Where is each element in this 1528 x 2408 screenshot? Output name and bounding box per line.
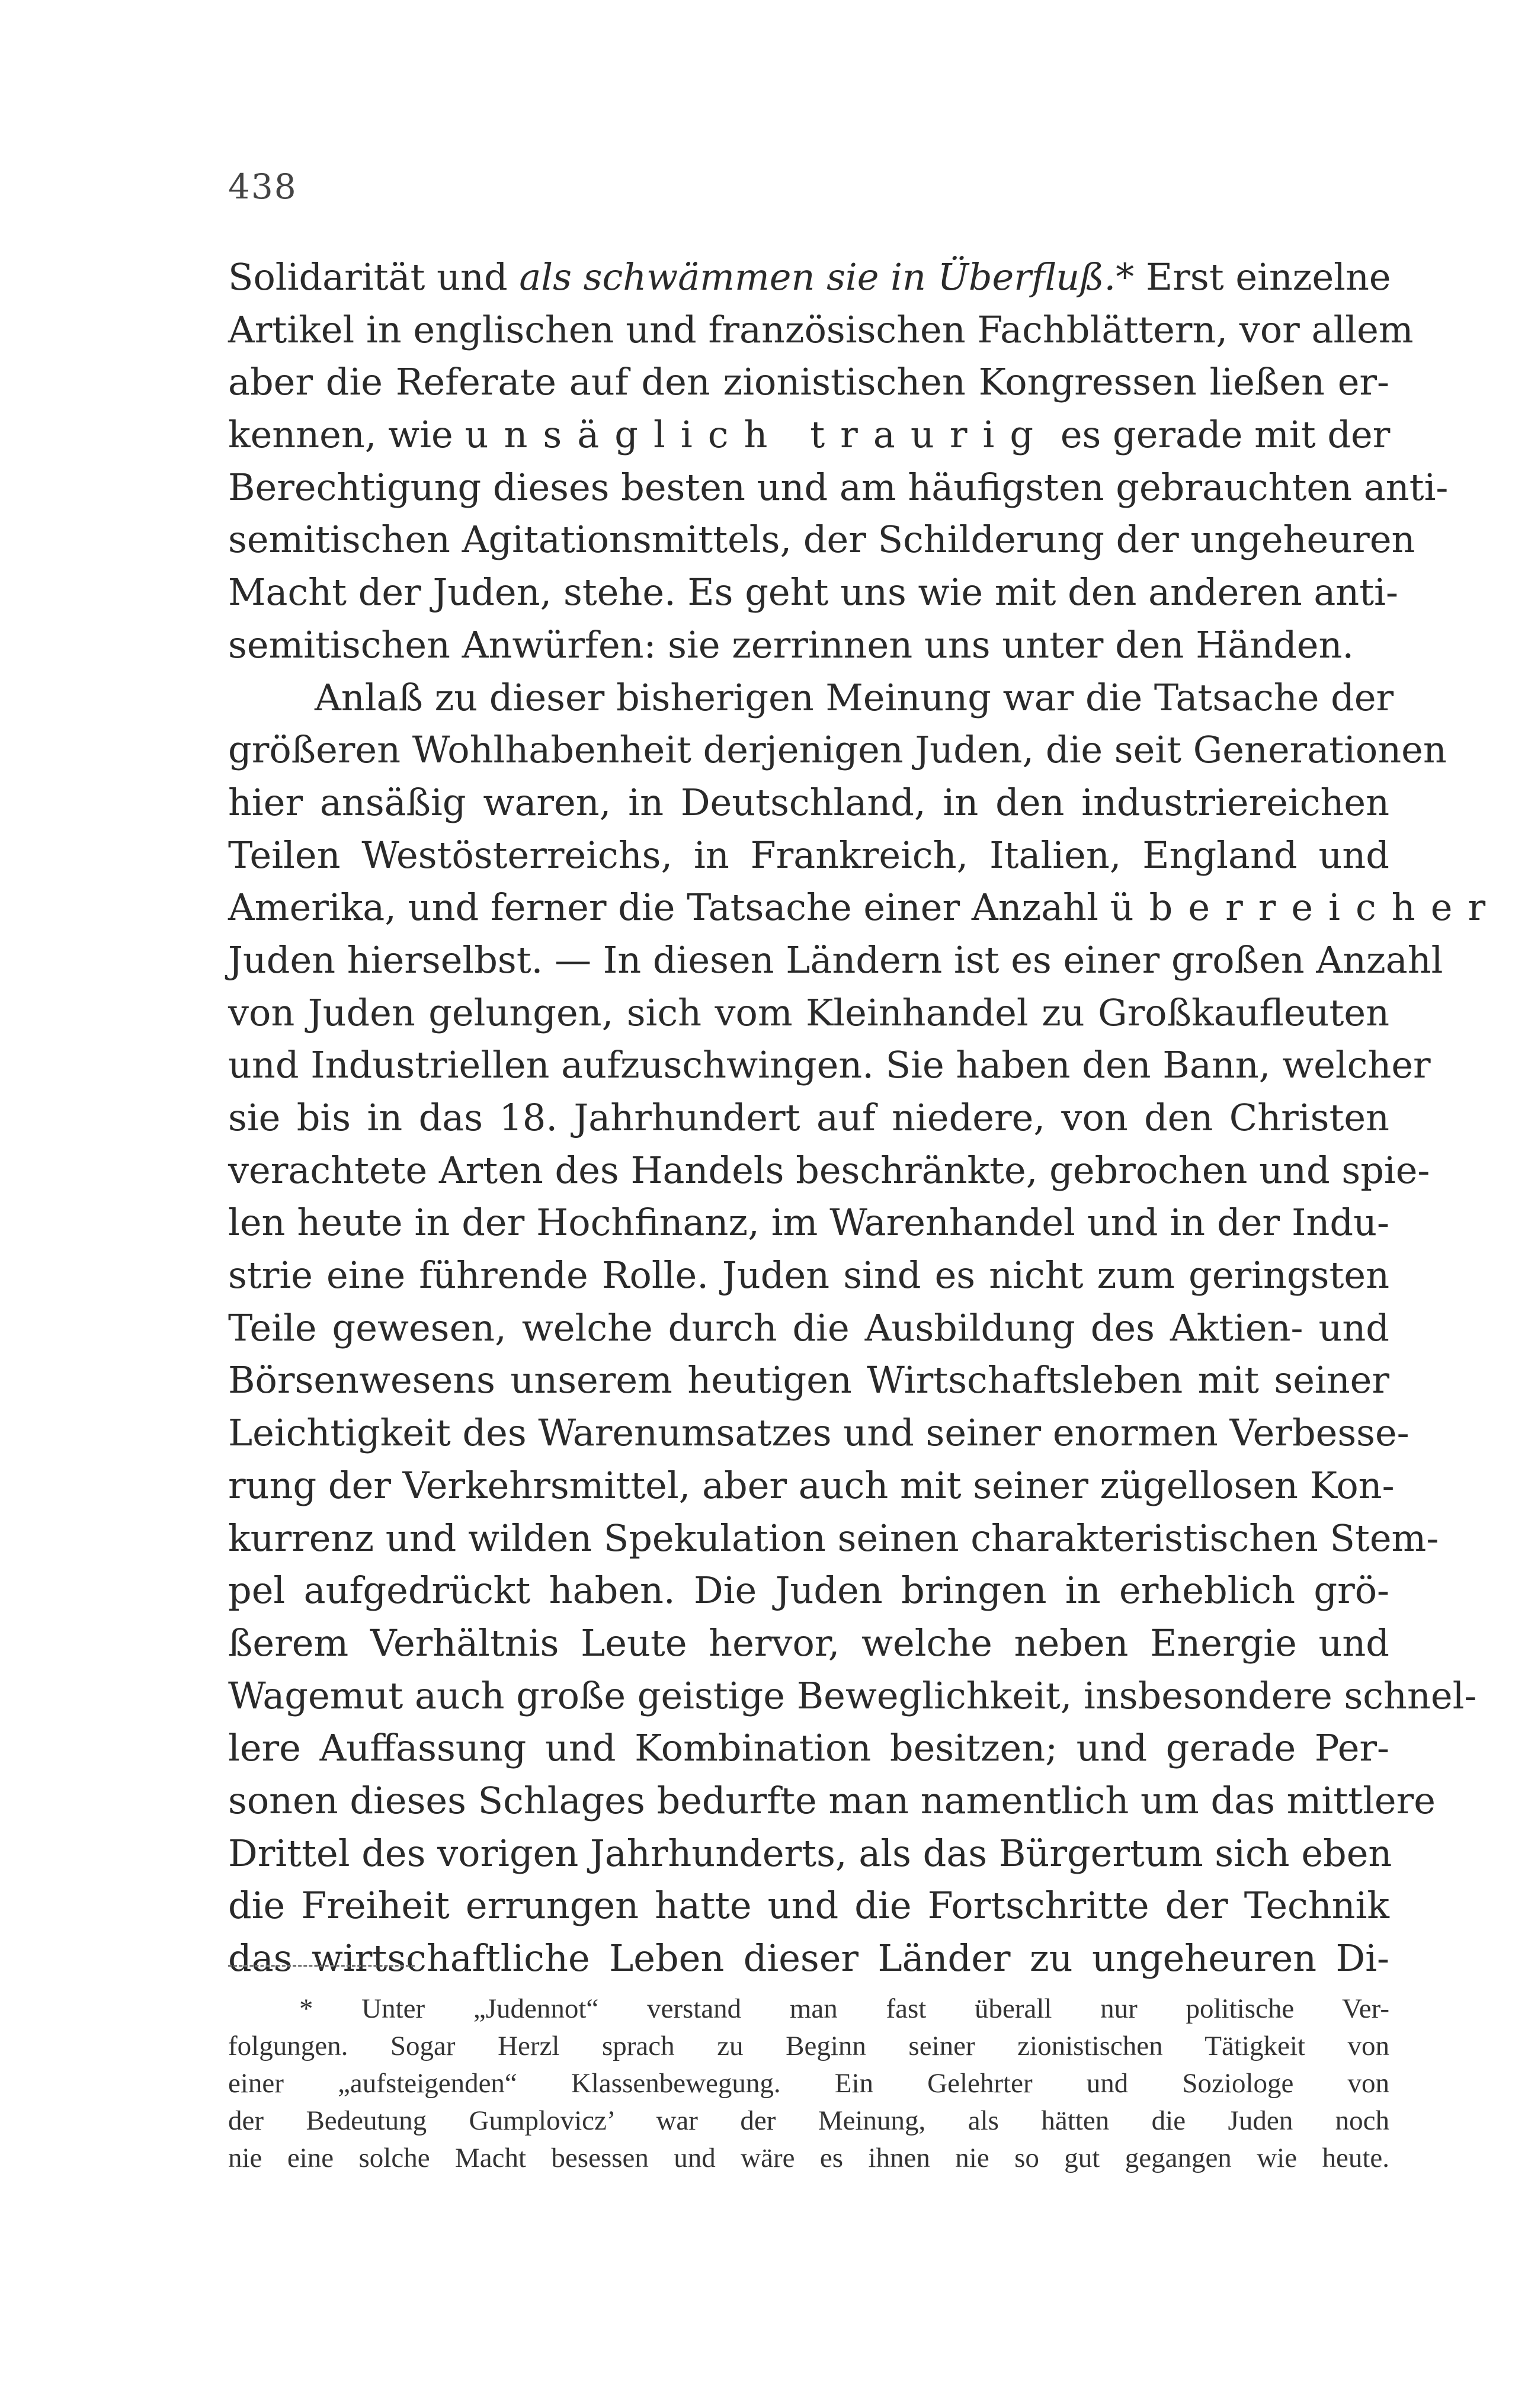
text-line: semitischen Anwürfen: sie zerrinnen uns unter den Händen. — [228, 623, 1354, 666]
text-line: sonen dieses Schlages bedurfte man namentlich um das mittlere — [228, 1778, 1436, 1822]
text-run: * Erst einzelne — [1116, 255, 1391, 299]
body-text — [228, 251, 1501, 1985]
text-line: pel aufgedrückt haben. Die Juden bringen in erheblich grö- — [228, 1569, 1389, 1612]
text-line: die Freiheit errungen hatte und die Fortschritte der Technik — [228, 1884, 1389, 1928]
text-line: semitischen Agitationsmittels, der Schilderung der ungeheuren — [228, 518, 1415, 562]
spaced-emphasis: überreicher — [1110, 886, 1501, 929]
footnote-line: folgungen. Sogar Herzl sprach zu Beginn seiner zionistischen Tätigkeit von — [228, 2031, 1389, 2061]
text-line — [228, 251, 1389, 304]
text-line: sie bis in das 18. Jahrhundert auf niedere, von den Christen — [228, 1096, 1389, 1139]
text-line: Juden hierselbst. — In diesen Ländern ist es einer großen Anzahl — [228, 938, 1443, 982]
text-line: strie eine führende Rolle. Juden sind es nicht zum geringsten — [228, 1253, 1389, 1297]
footnote-line: einer „aufsteigenden“ Klassenbewegung. Ein Gelehrter und Soziologe von — [228, 2068, 1389, 2099]
text-line: len heute in der Hochfinanz, im Warenhandel und in der Indu- — [228, 1201, 1389, 1245]
text-line: Berechtigung dieses besten und am häufigsten gebrauchten anti- — [228, 465, 1449, 509]
text-run: kennen, wie — [228, 413, 465, 457]
footnote-line: der Bedeutung Gumplovicz’ war der Meinung, als hätten die Juden noch — [228, 2105, 1389, 2136]
text-line: rung der Verkehrsmittel, aber auch mit seiner zügellosen Kon- — [228, 1463, 1395, 1507]
text-line: von Juden gelungen, sich vom Kleinhandel zu Großkaufleuten — [228, 990, 1389, 1034]
text-line: lere Auffassung und Kombination besitzen; und gerade Per- — [228, 1726, 1389, 1770]
italic-emphasis: als schwämmen sie in Überfluß. — [519, 255, 1116, 299]
text-line: verachtete Arten des Handels beschränkte, gebrochen und spie- — [228, 1148, 1430, 1192]
text-line: Anlaß zu dieser bisherigen Meinung war die Tatsache der — [315, 675, 1394, 719]
footnote-rule — [228, 1965, 415, 1967]
text-line: Leichtigkeit des Warenumsatzes und seiner enormen Verbesse- — [228, 1411, 1410, 1455]
text-line: das wirtschaftliche Leben dieser Länder zu ungeheuren Di- — [228, 1936, 1389, 1980]
text-line: Teile gewesen, welche durch die Ausbildung des Aktien- und — [228, 1306, 1389, 1349]
text-line: Wagemut auch große geistige Beweglichkeit, insbesondere schnel- — [228, 1673, 1477, 1717]
text-run: Amerika, und ferner die Tatsache einer Anzahl — [228, 886, 1110, 929]
text-run: Solidarität und — [228, 255, 520, 299]
text-line: und Industriellen aufzuschwingen. Sie haben den Bann, welcher — [228, 1043, 1431, 1087]
text-line — [228, 881, 1501, 934]
text-line — [228, 409, 1389, 461]
footnote-line: * Unter „Judennot“ verstand man fast überall nur politische Ver- — [299, 1993, 1389, 2024]
text-line: Macht der Juden, stehe. Es geht uns wie mit den anderen anti- — [228, 570, 1398, 614]
text-line: Drittel des vorigen Jahrhunderts, als das Bürgertum sich eben — [228, 1831, 1392, 1875]
text-line: Börsenwesens unserem heutigen Wirtschaftsleben mit seiner — [228, 1358, 1389, 1402]
text-line: Artikel in englischen und französischen Fachblättern, vor allem — [228, 307, 1414, 351]
text-line: ßerem Verhältnis Leute hervor, welche neben Energie und — [228, 1621, 1389, 1665]
footnote-line: nie eine solche Macht besessen und wäre es ihnen nie so gut gegangen wie heute. — [228, 2143, 1389, 2173]
text-line: größeren Wohlhabenheit derjenigen Juden, die seit Generationen — [228, 728, 1447, 772]
text-run: es gerade mit der — [1049, 413, 1391, 457]
text-line: hier ansäßig waren, in Deutschland, in den industriereichen — [228, 780, 1389, 824]
footnote — [228, 1990, 1389, 2177]
page-number: 438 — [228, 166, 297, 207]
text-line: Teilen Westösterreichs, in Frankreich, Italien, England und — [228, 833, 1389, 877]
text-line: kurrenz und wilden Spekulation seinen charakteristischen Stem- — [228, 1516, 1439, 1560]
text-line: aber die Referate auf den zionistischen Kongressen ließen er- — [228, 360, 1389, 404]
spaced-emphasis: unsäglich traurig — [465, 413, 1049, 457]
